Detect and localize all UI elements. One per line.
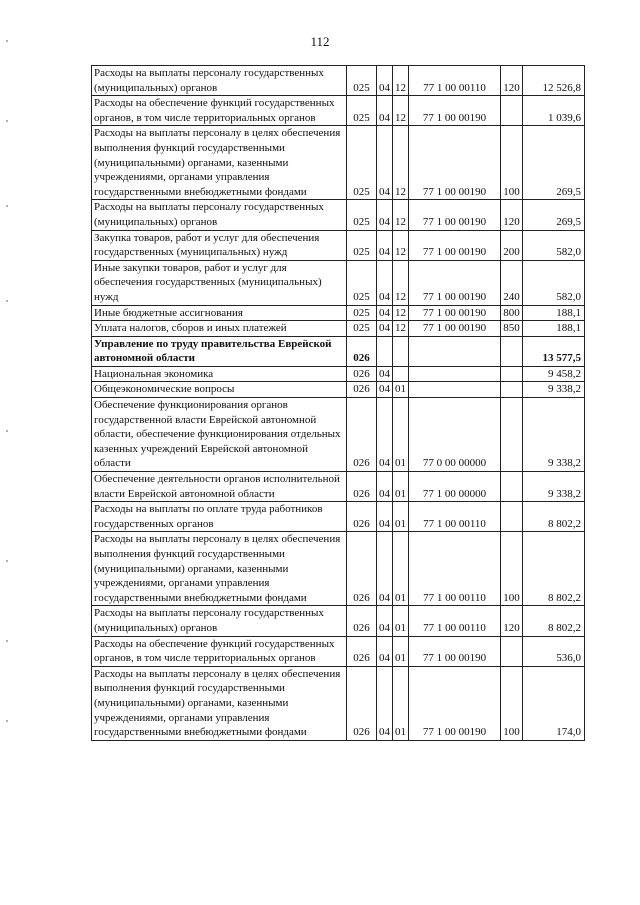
row-target-article-code: 77 1 00 00110 (409, 66, 501, 96)
row-section-code: 04 (377, 200, 393, 230)
row-section-code: 04 (377, 532, 393, 606)
budget-table-body (92, 66, 585, 741)
row-glava-code: 025 (347, 230, 377, 260)
row-glava-code: 026 (347, 366, 377, 382)
row-name: Расходы на обеспечение функций государственных органов, в том числе территориальных органов (92, 96, 347, 126)
row-amount: 536,0 (523, 636, 585, 666)
row-amount: 188,1 (523, 321, 585, 337)
table-row (92, 532, 585, 606)
row-subsection-code: 12 (393, 126, 409, 200)
row-expense-type-code: 850 (501, 321, 523, 337)
row-expense-type-code: 100 (501, 666, 523, 740)
table-row (92, 606, 585, 636)
row-glava-code: 026 (347, 398, 377, 472)
row-subsection-code: 01 (393, 532, 409, 606)
row-section-code (377, 336, 393, 366)
row-glava-code: 026 (347, 336, 377, 366)
row-subsection-code: 01 (393, 502, 409, 532)
row-expense-type-code: 100 (501, 126, 523, 200)
table-row (92, 666, 585, 740)
row-expense-type-code: 120 (501, 66, 523, 96)
row-expense-type-code (501, 472, 523, 502)
row-section-code: 04 (377, 366, 393, 382)
row-glava-code: 025 (347, 96, 377, 126)
row-amount: 269,5 (523, 200, 585, 230)
table-row (92, 366, 585, 382)
row-subsection-code: 12 (393, 305, 409, 321)
row-glava-code: 025 (347, 200, 377, 230)
row-target-article-code: 77 1 00 00190 (409, 126, 501, 200)
row-name: Расходы на выплаты персоналу государственных (муниципальных) органов (92, 66, 347, 96)
row-expense-type-code: 200 (501, 230, 523, 260)
row-target-article-code: 77 1 00 00110 (409, 532, 501, 606)
row-expense-type-code: 240 (501, 260, 523, 305)
row-target-article-code: 77 1 00 00110 (409, 606, 501, 636)
row-subsection-code (393, 336, 409, 366)
row-section-code: 04 (377, 321, 393, 337)
table-row (92, 66, 585, 96)
table-row (92, 398, 585, 472)
table-row (92, 382, 585, 398)
row-section-code: 04 (377, 666, 393, 740)
row-target-article-code: 77 1 00 00190 (409, 230, 501, 260)
row-amount: 174,0 (523, 666, 585, 740)
row-target-article-code: 77 1 00 00110 (409, 502, 501, 532)
row-expense-type-code (501, 502, 523, 532)
row-name: Обеспечение функционирования органов государственной власти Еврейской автономной области, обеспечение функционирования отдельных казенных учреждений Еврейской автономной области (92, 398, 347, 472)
row-glava-code: 026 (347, 532, 377, 606)
row-subsection-code: 12 (393, 260, 409, 305)
row-subsection-code: 12 (393, 96, 409, 126)
row-name: Расходы на выплаты персоналу государственных (муниципальных) органов (92, 200, 347, 230)
row-amount: 12 526,8 (523, 66, 585, 96)
page-number: 112 (310, 34, 330, 49)
table-row (92, 96, 585, 126)
row-subsection-code: 01 (393, 606, 409, 636)
row-name: Расходы на выплаты персоналу государственных (муниципальных) органов (92, 606, 347, 636)
table-row (92, 472, 585, 502)
table-row (92, 260, 585, 305)
row-amount: 9 338,2 (523, 398, 585, 472)
row-expense-type-code (501, 382, 523, 398)
row-amount: 582,0 (523, 260, 585, 305)
row-name: Расходы на выплаты персоналу в целях обеспечения выполнения функций государственными (муниципальными) органами, казенными учреждениями, органами управления государственными внебюджетными фондами (92, 532, 347, 606)
row-target-article-code: 77 1 00 00190 (409, 666, 501, 740)
row-target-article-code: 77 1 00 00190 (409, 636, 501, 666)
row-subsection-code: 12 (393, 66, 409, 96)
row-amount: 188,1 (523, 305, 585, 321)
row-amount: 582,0 (523, 230, 585, 260)
row-target-article-code (409, 366, 501, 382)
row-name: Общеэкономические вопросы (92, 382, 347, 398)
row-target-article-code (409, 336, 501, 366)
table-row (92, 336, 585, 366)
row-section-code: 04 (377, 126, 393, 200)
row-glava-code: 025 (347, 126, 377, 200)
table-row (92, 126, 585, 200)
row-expense-type-code: 100 (501, 532, 523, 606)
row-expense-type-code: 120 (501, 606, 523, 636)
row-section-code: 04 (377, 230, 393, 260)
row-amount: 8 802,2 (523, 606, 585, 636)
scan-margin-noise (6, 0, 14, 905)
row-name: Закупка товаров, работ и услуг для обеспечения государственных (муниципальных) нужд (92, 230, 347, 260)
row-glava-code: 026 (347, 382, 377, 398)
row-subsection-code: 01 (393, 472, 409, 502)
row-section-code: 04 (377, 66, 393, 96)
row-amount: 269,5 (523, 126, 585, 200)
budget-table (91, 65, 585, 741)
row-section-code: 04 (377, 305, 393, 321)
row-section-code: 04 (377, 472, 393, 502)
row-amount: 9 338,2 (523, 382, 585, 398)
row-name: Национальная экономика (92, 366, 347, 382)
row-expense-type-code (501, 636, 523, 666)
row-target-article-code (409, 382, 501, 398)
table-row (92, 200, 585, 230)
row-amount: 8 802,2 (523, 502, 585, 532)
row-section-code: 04 (377, 606, 393, 636)
row-amount: 9 338,2 (523, 472, 585, 502)
row-name: Расходы на выплаты персоналу в целях обеспечения выполнения функций государственными (муниципальными) органами, казенными учреждениями, органами управления государственными внебюджетными фондами (92, 126, 347, 200)
row-subsection-code: 01 (393, 666, 409, 740)
row-glava-code: 025 (347, 321, 377, 337)
row-name: Иные закупки товаров, работ и услуг для обеспечения государственных (муниципальных) нужд (92, 260, 347, 305)
row-target-article-code: 77 1 00 00000 (409, 472, 501, 502)
row-glava-code: 026 (347, 606, 377, 636)
row-target-article-code: 77 1 00 00190 (409, 96, 501, 126)
row-section-code: 04 (377, 502, 393, 532)
row-target-article-code: 77 0 00 00000 (409, 398, 501, 472)
row-section-code: 04 (377, 382, 393, 398)
row-subsection-code: 01 (393, 398, 409, 472)
row-name: Расходы на выплаты по оплате труда работников государственных органов (92, 502, 347, 532)
row-glava-code: 025 (347, 305, 377, 321)
row-glava-code: 026 (347, 472, 377, 502)
row-expense-type-code: 120 (501, 200, 523, 230)
row-glava-code: 025 (347, 260, 377, 305)
row-subsection-code: 12 (393, 200, 409, 230)
row-name: Уплата налогов, сборов и иных платежей (92, 321, 347, 337)
row-section-code: 04 (377, 398, 393, 472)
row-subsection-code: 01 (393, 636, 409, 666)
row-glava-code: 026 (347, 502, 377, 532)
row-target-article-code: 77 1 00 00190 (409, 321, 501, 337)
row-target-article-code: 77 1 00 00190 (409, 305, 501, 321)
row-name: Расходы на выплаты персоналу в целях обеспечения выполнения функций государственными (муниципальными) органами, казенными учреждениями, органами управления государственными внебюджетными фондами (92, 666, 347, 740)
row-subsection-code: 12 (393, 230, 409, 260)
row-glava-code: 026 (347, 666, 377, 740)
row-glava-code: 025 (347, 66, 377, 96)
row-section-code: 04 (377, 260, 393, 305)
table-row (92, 502, 585, 532)
row-name: Управление по труду правительства Еврейской автономной области (92, 336, 347, 366)
row-target-article-code: 77 1 00 00190 (409, 200, 501, 230)
row-expense-type-code: 800 (501, 305, 523, 321)
row-amount: 13 577,5 (523, 336, 585, 366)
row-name: Обеспечение деятельности органов исполнительной власти Еврейской автономной области (92, 472, 347, 502)
table-row (92, 321, 585, 337)
row-amount: 1 039,6 (523, 96, 585, 126)
row-subsection-code: 01 (393, 382, 409, 398)
row-amount: 8 802,2 (523, 532, 585, 606)
row-expense-type-code (501, 96, 523, 126)
row-expense-type-code (501, 398, 523, 472)
row-glava-code: 026 (347, 636, 377, 666)
row-amount: 9 458,2 (523, 366, 585, 382)
table-row (92, 230, 585, 260)
row-target-article-code: 77 1 00 00190 (409, 260, 501, 305)
row-section-code: 04 (377, 636, 393, 666)
table-row (92, 305, 585, 321)
row-expense-type-code (501, 336, 523, 366)
table-row (92, 636, 585, 666)
row-section-code: 04 (377, 96, 393, 126)
row-name: Расходы на обеспечение функций государственных органов, в том числе территориальных органов (92, 636, 347, 666)
row-name: Иные бюджетные ассигнования (92, 305, 347, 321)
row-expense-type-code (501, 366, 523, 382)
row-subsection-code: 12 (393, 321, 409, 337)
row-subsection-code (393, 366, 409, 382)
